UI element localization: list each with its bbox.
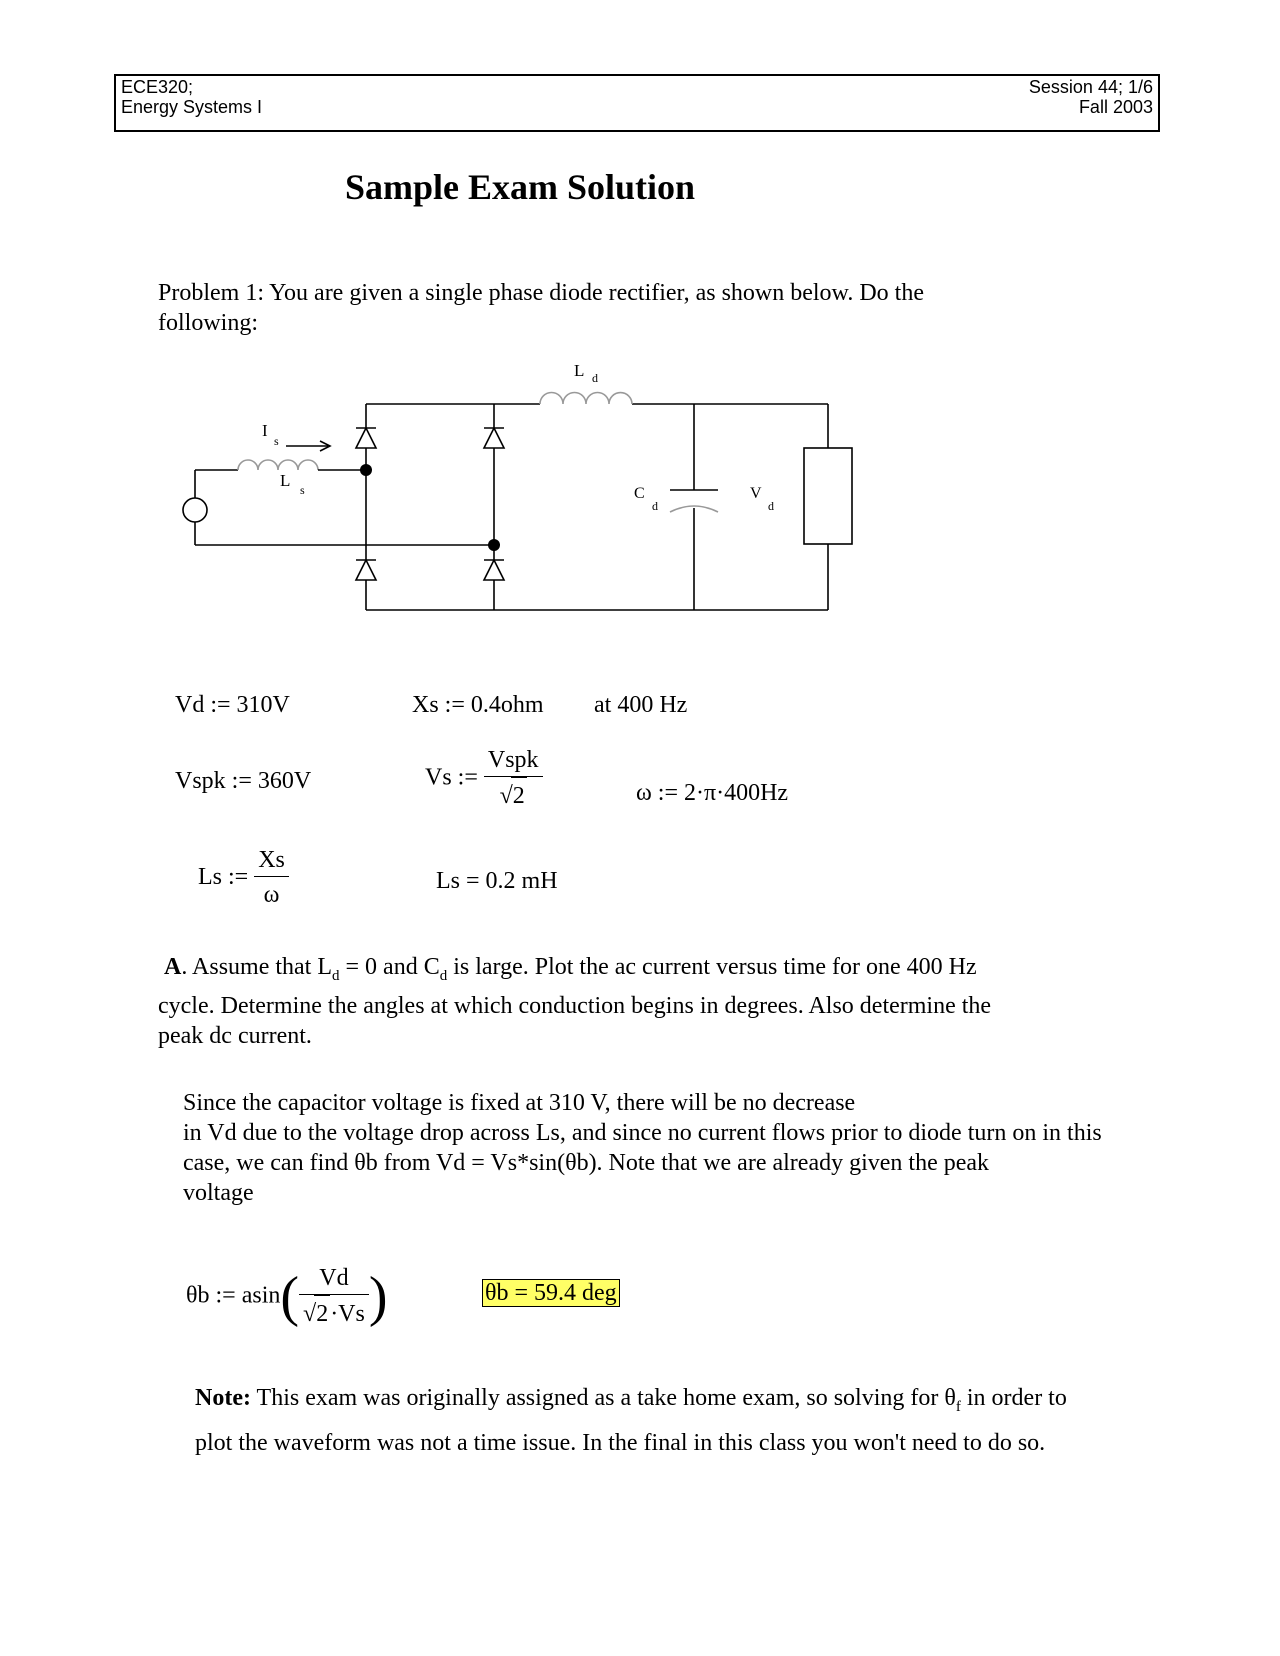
label-ld-sub: d: [592, 371, 598, 385]
eq-ls-fraction: [254, 844, 289, 913]
eq-theta-numerator: Vd: [299, 1262, 369, 1295]
node-dot: [488, 539, 500, 551]
term: Fall 2003: [1078, 97, 1153, 117]
label-cd-sub: d: [652, 499, 658, 513]
label-is-sub: s: [274, 434, 279, 448]
eq-vspk: Vspk := 360V: [175, 768, 312, 794]
eq-ls-denominator: ω: [263, 882, 280, 908]
note-label: Note:: [195, 1385, 251, 1411]
eq-theta-b: θb := asin( $\frac{Vd}{√2\cdot Vs}$ ): [186, 1262, 388, 1332]
note-line-2: plot the waveform was not a time issue. In the final in this class you won't need to do so.: [195, 1429, 1046, 1456]
eq-theta-result: [482, 1280, 620, 1307]
problem-line-2: following:: [158, 310, 258, 336]
inductor-ld: [540, 393, 632, 405]
node-dot: [360, 464, 372, 476]
explanation-line-3: case, we can find θb from Vd = Vs*sin(θb). Note that we are already given the peak: [183, 1150, 990, 1176]
eq-vd: Vd := 310V: [175, 692, 290, 718]
explanation-line-1: Since the capacitor voltage is fixed at 310 V, there will be no decrease: [183, 1090, 856, 1116]
eq-freq-note: at 400 Hz: [594, 692, 688, 718]
course-name: Energy Systems I: [121, 97, 263, 117]
eq-xs: Xs := 0.4ohm: [412, 692, 544, 718]
label-ls: L: [280, 471, 291, 490]
eq-ls-lhs: Ls :=: [198, 864, 249, 891]
eq-vs: [425, 744, 543, 814]
explanation-line-2: in Vd due to the voltage drop across Ls, and since no current flows prior to diode turn on in this: [183, 1120, 1102, 1146]
diode-d1: [356, 428, 376, 448]
rectifier-circuit-diagram: [0, 0, 1280, 640]
part-a-statement: [158, 952, 991, 1051]
diode-d4: [356, 560, 376, 580]
highlighted-result: θb = 59.4 deg: [482, 1279, 620, 1307]
session-number: Session 44; 1/6: [1028, 77, 1153, 97]
eq-vs-fraction: [484, 744, 543, 814]
label-cd: C: [634, 485, 645, 502]
eq-vs-numerator: Vspk: [484, 744, 543, 777]
eq-ls: [198, 844, 289, 913]
eq-ls-result: Ls = 0.2 mH: [436, 868, 558, 894]
page-title: Sample Exam Solution: [345, 167, 696, 207]
label-ls-sub: s: [300, 483, 305, 497]
eq-ls-numerator: Xs: [254, 844, 289, 877]
inductor-ls: [238, 460, 318, 470]
problem-line-1: Problem 1: You are given a single phase diode rectifier, as shown below. Do the: [158, 280, 924, 306]
diode-d3: [484, 428, 504, 448]
eq-theta-lhs: θb := asin: [186, 1282, 281, 1309]
eq-omega: ω := 2·π·400Hz: [636, 780, 789, 806]
eq-theta-fraction: [299, 1262, 369, 1332]
label-is: I: [262, 421, 268, 440]
part-a-line-3: peak dc current.: [158, 1022, 312, 1049]
note-line-1: Note: This exam was originally assigned as a take home exam, so solving for $\theta_f$ in order to: [195, 1385, 1067, 1415]
diode-d2: [484, 560, 504, 580]
label-ld: L: [574, 361, 585, 380]
explanation-line-4: voltage: [183, 1180, 254, 1206]
label-vd-sub: d: [768, 499, 774, 513]
eq-theta-denominator: √2·Vs: [299, 1295, 369, 1332]
note-paragraph: [195, 1380, 1067, 1461]
part-a-line-1: A. Assume that $L_d = 0$ and $C_d$ is large. Plot the ac current versus time for one 400 Hz: [164, 954, 977, 984]
eq-vs-lhs: Vs :=: [425, 764, 478, 791]
ac-source: [183, 498, 207, 522]
part-a-label: A: [164, 954, 182, 980]
part-a-line-2: cycle. Determine the angles at which conduction begins in degrees. Also determine the: [158, 992, 992, 1019]
course-code: ECE320;: [121, 77, 194, 97]
eq-vs-denominator: √2: [484, 777, 543, 814]
explanation-paragraph: [183, 1088, 1102, 1208]
label-vd: V: [750, 485, 762, 502]
load-resistor: [804, 448, 852, 544]
